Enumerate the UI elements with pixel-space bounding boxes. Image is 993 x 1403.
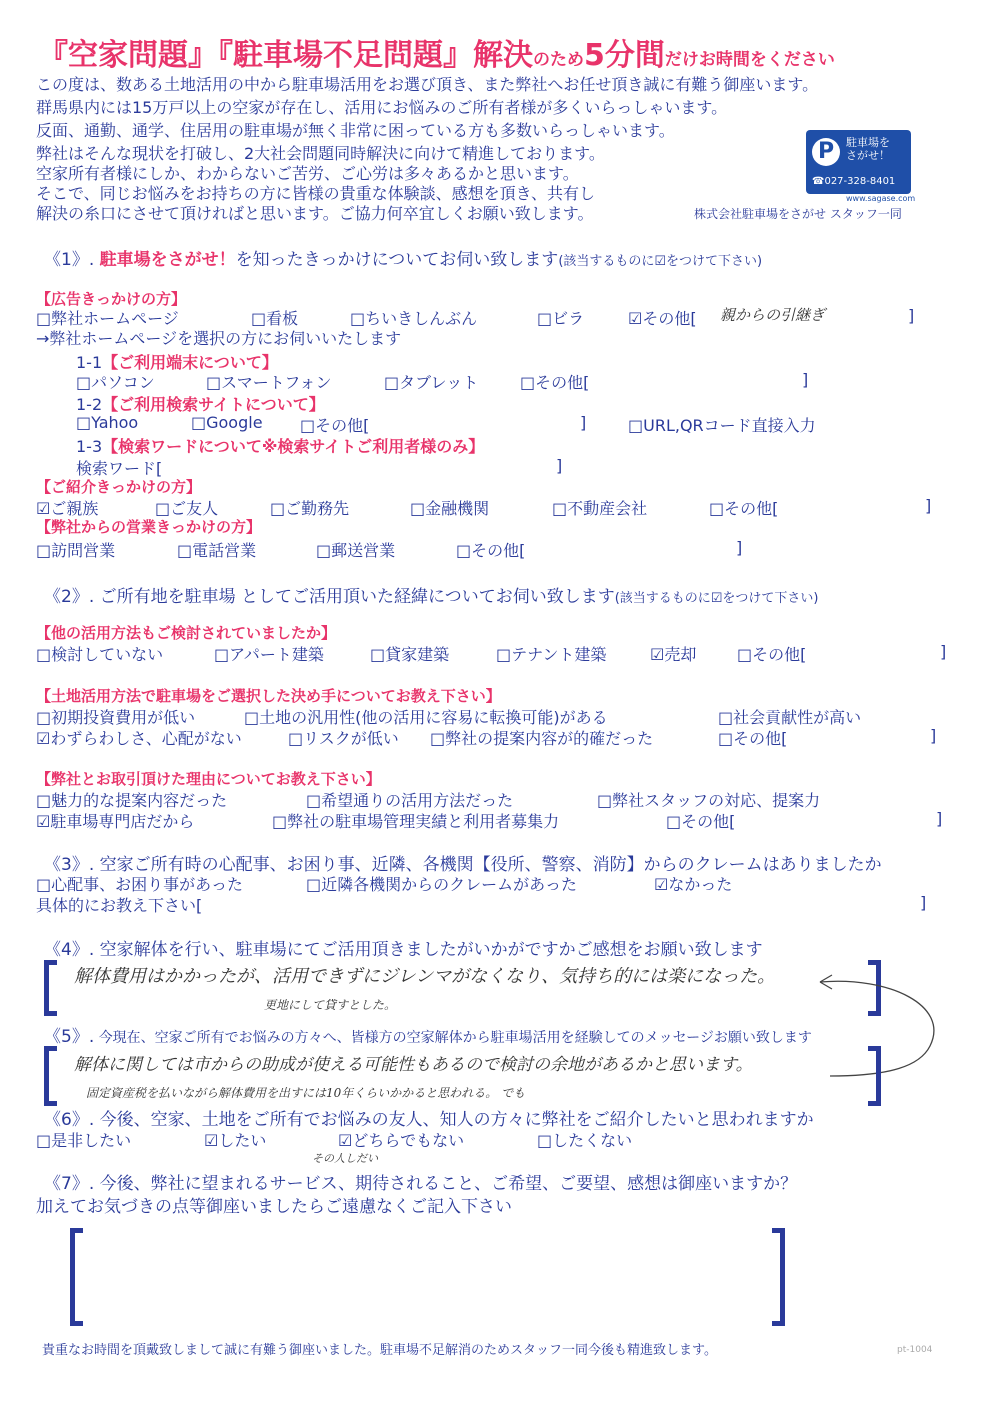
device-other[interactable]: □その他[ — [520, 373, 590, 392]
signature: 株式会社駐車場をさがせ スタッフ一同 — [694, 207, 902, 221]
intro-heading: 【ご紹介きっかけの方】 — [36, 478, 202, 496]
hp-arrow-text: →弊社ホームページを選択の方にお伺いいたします — [36, 329, 402, 348]
q3-complaint[interactable]: □近隣各機関からのクレームがあった — [306, 875, 577, 894]
ad-other-handwritten: 親からの引継ぎ — [720, 306, 826, 324]
device-pc[interactable]: □パソコン — [76, 373, 155, 392]
q3-detail-field[interactable]: 具体的にお教え下さい[ — [36, 896, 203, 915]
parking-icon: P — [812, 138, 840, 166]
intro-line-3: 反面、通勤、通学、住居用の駐車場が無く非常に困っている方も多数いらっしゃいます。 — [36, 121, 675, 140]
search-url-qr[interactable]: □URL,QRコード直接入力 — [628, 416, 816, 435]
ad-option-sign[interactable]: □看板 — [251, 309, 299, 328]
q7-subheading: 加えてお気づきの点等御座いましたらご遠慮なくご記入下さい — [36, 1197, 512, 1217]
q2-o3-attractive[interactable]: □魅力的な提案内容だった — [36, 791, 228, 810]
q2-o3-track-record[interactable]: □弊社の駐車場管理実績と利用者募集力 — [272, 812, 560, 831]
q2-o1-tenant[interactable]: □テナント建築 — [496, 645, 607, 664]
ad-option-hp[interactable]: □弊社ホームページ — [36, 309, 179, 328]
logo-url: www.sagase.com — [846, 194, 916, 203]
q4-heading: 《4》. 空家解体を行い、駐車場にてご活用頂きましたがいかがですかご感想をお願い致します — [44, 940, 763, 960]
q6-neutral[interactable]: ☑どちらでもない — [338, 1131, 465, 1150]
device-tablet[interactable]: □タブレット — [384, 373, 479, 392]
q2-o1-other[interactable]: □その他[ — [737, 645, 807, 664]
logo-phone: ☎027-328-8401 — [812, 176, 896, 187]
q2-h3: 【弊社とお取引頂けた理由についてお教え下さい】 — [36, 770, 381, 788]
s11-heading: 1-1【ご利用端末について】 — [76, 353, 278, 372]
q2-o2-other[interactable]: □その他[ — [718, 729, 788, 748]
q6-yes[interactable]: ☑したい — [204, 1131, 267, 1150]
q2-o1-sale[interactable]: ☑売却 — [650, 645, 697, 664]
q5-bracket-left — [44, 1046, 57, 1106]
q6-definitely[interactable]: □是非したい — [36, 1131, 132, 1150]
intro-line-1: この度は、数ある土地活用の中から駐車場活用をお選び頂き、また弊社へお任せ頂き誠に有難う御座います。 — [36, 75, 819, 94]
q5-handwritten-answer: 解体に関しては市からの助成が使える可能性もあるので検討の余地があるかと思います。 — [74, 1055, 753, 1075]
q2-o3-specialist[interactable]: ☑駐車場専門店だから — [36, 812, 195, 831]
q2-o3-other[interactable]: □その他[ — [666, 812, 736, 831]
search-google[interactable]: □Google — [191, 413, 263, 432]
ad-heading: 【広告きっかけの方】 — [36, 290, 187, 308]
sales-other[interactable]: □その他[ — [456, 541, 526, 560]
q2-o3-desired[interactable]: □希望通りの活用方法だった — [306, 791, 514, 810]
q2-o1-apartment[interactable]: □アパート建築 — [214, 645, 324, 664]
ad-option-flyer[interactable]: □ビラ — [537, 309, 585, 328]
q3-heading: 《3》. 空家ご所有時の心配事、お困り事、近隣、各機関【役所、警察、消防】からのクレームはありましたか — [44, 855, 882, 875]
q2-o2-risk[interactable]: □リスクが低い — [288, 729, 399, 748]
intro-other[interactable]: □その他[ — [709, 499, 779, 518]
sales-visit[interactable]: □訪問営業 — [36, 541, 116, 560]
title-mid: のため — [533, 50, 584, 70]
intro-friend[interactable]: □ご友人 — [155, 499, 219, 518]
intro-other-close: ] — [925, 496, 932, 515]
q2-o2-proposal[interactable]: □弊社の提案内容が的確だった — [430, 729, 654, 748]
search-other[interactable]: □その他[ — [300, 416, 370, 435]
q6-no[interactable]: □したくない — [537, 1131, 633, 1150]
title-main: 『空家問題』『駐車場不足問題』解決 — [38, 38, 533, 73]
q3-none[interactable]: ☑なかった — [654, 875, 733, 894]
ad-option-other[interactable]: ☑その他[ — [628, 309, 697, 328]
q7-bracket-right — [772, 1228, 785, 1326]
q2-o3-staff[interactable]: □弊社スタッフの対応、提案力 — [597, 791, 821, 810]
company-logo — [806, 130, 911, 194]
device-phone[interactable]: □スマートフォン — [206, 373, 332, 392]
sales-phone[interactable]: □電話営業 — [177, 541, 257, 560]
page-title — [38, 30, 835, 74]
q7-answer-area[interactable] — [90, 1240, 770, 1310]
q2-o2-close: ] — [930, 726, 937, 745]
keyword-close: ] — [556, 456, 563, 475]
q2-o2-social[interactable]: □社会貢献性が高い — [718, 708, 862, 727]
search-yahoo[interactable]: □Yahoo — [76, 413, 139, 432]
intro-realestate[interactable]: □不動産会社 — [552, 499, 648, 518]
keyword-field[interactable]: 検索ワード[ — [76, 459, 163, 478]
q2-heading: 《2》. ご所有地を駐車場 としてご活用頂いた経緯についてお伺い致します(該当するものに☑をつけて下さい) — [44, 587, 819, 607]
sales-mail[interactable]: □郵送営業 — [316, 541, 396, 560]
intro-bank[interactable]: □金融機関 — [410, 499, 490, 518]
intro-line-6: そこで、同じお悩みをお持ちの方に皆様の貴重な体験談、感想を頂き、共有し — [36, 184, 596, 203]
q2-o2-hassle[interactable]: ☑わずらわしさ、心配がない — [36, 729, 242, 748]
q1-heading: 《1》. 駐車場をさがせ！を知ったきっかけについてお伺い致します(該当するものに☑をつけて下さい) — [44, 250, 763, 270]
q2-h1: 【他の活用方法もご検討されていましたか】 — [36, 624, 337, 642]
q4-bracket-left — [44, 960, 57, 1016]
q3-worry[interactable]: □心配事、お困り事があった — [36, 875, 243, 894]
q2-o2-cost[interactable]: □初期投資費用が低い — [36, 708, 196, 727]
device-other-close: ] — [802, 370, 809, 389]
sales-other-close: ] — [736, 538, 743, 557]
q4-handwritten-note: 更地にして貸すとした。 — [264, 998, 397, 1012]
sales-heading: 【弊社からの営業きっかけの方】 — [36, 518, 262, 536]
intro-line-5: 空家所有者様にしか、わからないご苦労、ご心労は多々あるかと思います。 — [36, 164, 579, 183]
intro-workplace[interactable]: □ご勤務先 — [270, 499, 350, 518]
q6-handwritten-note: その人しだい — [312, 1152, 378, 1165]
intro-line-7: 解決の糸口にさせて頂ければと思います。ご協力何卒宜しくお願い致します。 — [36, 204, 594, 223]
q2-h2: 【土地活用方法で駐車場をご選択した決め手についてお教え下さい】 — [36, 687, 501, 705]
footer-thanks: 貴重なお時間を頂戴致しまして誠に有難う御座いました。駐車場不足解消のためスタッフ一同今後も精進致します。 — [42, 1343, 717, 1358]
q2-o2-flex[interactable]: □土地の汎用性(他の活用に容易に転換可能)がある — [244, 708, 608, 727]
q2-o1-close: ] — [940, 642, 947, 661]
ad-option-paper[interactable]: □ちいきしんぶん — [350, 309, 478, 328]
s12-heading: 1-2【ご利用検索サイトについて】 — [76, 395, 325, 414]
intro-relative[interactable]: ☑ご親族 — [36, 499, 99, 518]
q5-handwritten-note: 固定資産税を払いながら解体費用を出すには10年くらいかかると思われる。 でも — [86, 1086, 526, 1100]
q7-heading: 《7》. 今後、弊社に望まれるサービス、期待されること、ご希望、ご要望、感想は御座いますか？ — [44, 1174, 798, 1194]
q2-o1-house[interactable]: □貸家建築 — [370, 645, 450, 664]
ad-other-close: ] — [908, 306, 915, 325]
q2-o1-none[interactable]: □検討していない — [36, 645, 164, 664]
q5-bracket-right — [868, 1046, 881, 1106]
q5-heading: 《5》. 今現在、空家ご所有でお悩みの方々へ、皆様方の空家解体から駐車場活用を経験してのメッセージお願い致します — [44, 1027, 812, 1047]
intro-line-4: 弊社はそんな現状を打破し、2大社会問題同時解決に向けて精進しております。 — [36, 144, 605, 163]
intro-line-2: 群馬県内には15万戸以上の空家が存在し、活用にお悩みのご所有者様が多くいらっしゃいます。 — [36, 98, 728, 117]
q2-o3-close: ] — [936, 809, 943, 828]
s13-heading: 1-3【検索ワードについて※検索サイトご利用者様のみ】 — [76, 437, 485, 456]
logo-name: 駐車場を さがせ！ — [846, 136, 890, 162]
q6-heading: 《6》. 今後、空家、土地をご所有でお悩みの友人、知人の方々に弊社をご紹介したいと思われますか — [44, 1110, 814, 1130]
q4-handwritten-answer: 解体費用はかかったが、活用できずにジレンマがなくなり、気持ち的には楽になった。 — [74, 966, 776, 987]
search-other-close: ] — [580, 413, 587, 432]
q7-bracket-left — [70, 1228, 83, 1326]
title-num: 5分間 — [584, 38, 665, 73]
form-code: pt-1004 — [897, 1345, 933, 1355]
title-tail: だけお時間をください — [664, 50, 835, 70]
q3-detail-close: ] — [920, 893, 927, 912]
